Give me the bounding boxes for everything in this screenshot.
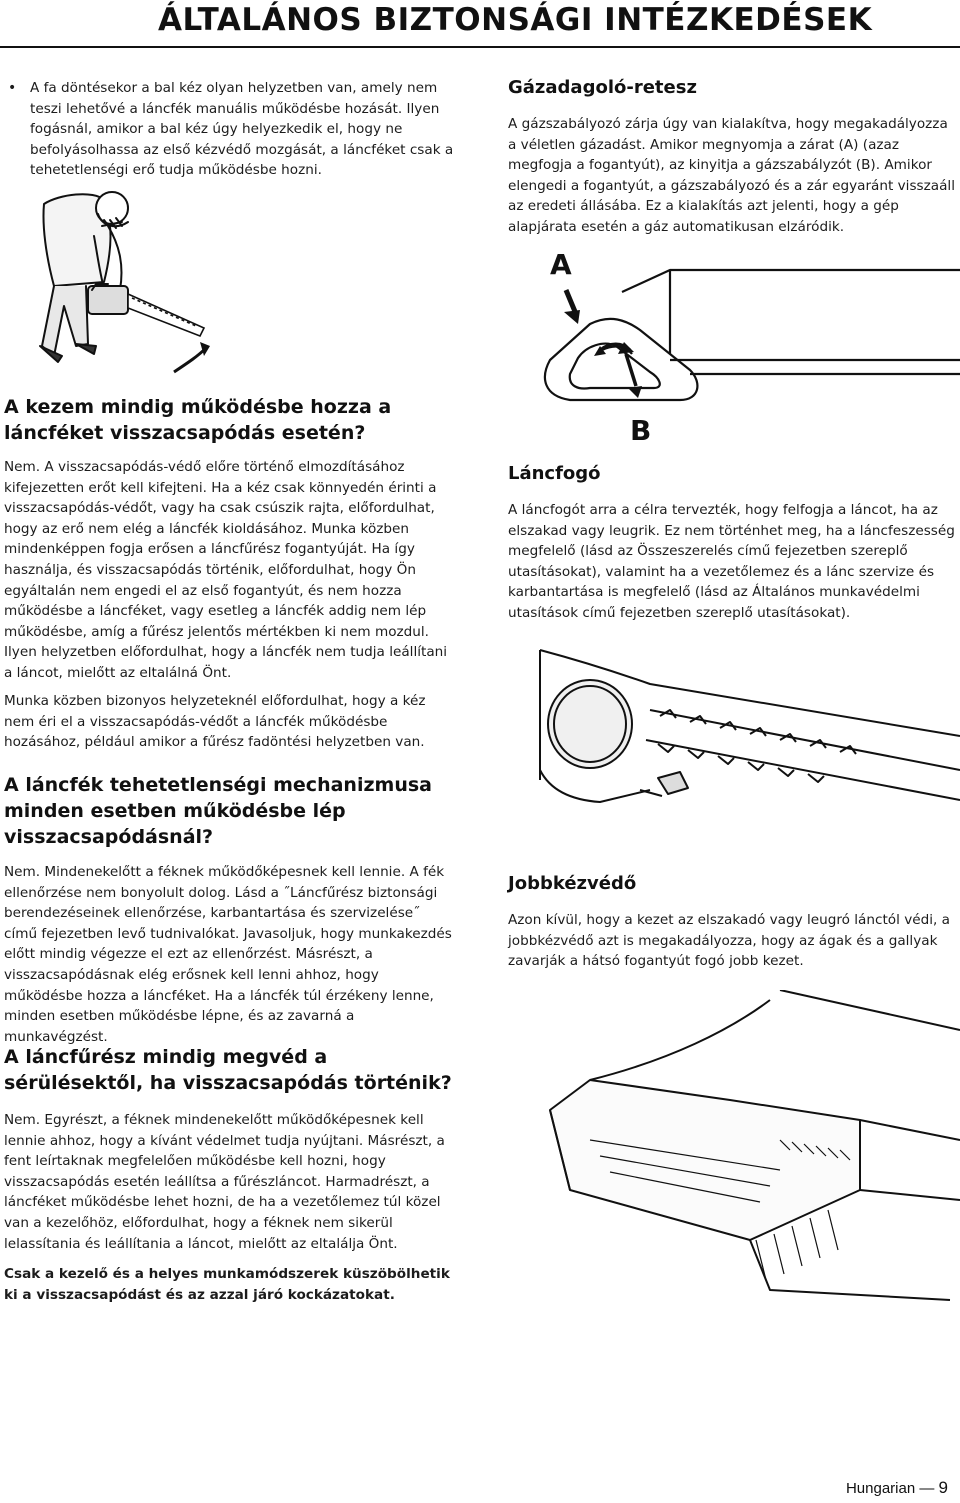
- heading-always-protects: A láncfűrész mindig megvéd a sérülésektől, ha visszacsapódás történik?: [4, 1046, 452, 1094]
- paragraph-operator-warning: Csak a kezelő és a helyes munkamódszerek küszöbölhetik ki a visszacsapódást és az azzal járó kockázatokat.: [4, 1266, 450, 1303]
- paragraph-right-hand-guard: Azon kívül, hogy a kezet az elszakadó vagy leugró lánctól védi, a jobbkézvédő azt is megakadályozza, hogy az ágak és a gallyak zavarják a hátsó fogantyút fogó jobb kezet.: [508, 912, 951, 970]
- bullet-text: A fa döntésekor a bal kéz olyan helyzetben van, amely nem teszi lehetővé a láncfék manuális működésbe hozását. Ilyen fogásnál, amikor a bal kéz úgy helyezkedik el, hogy ne befolyásolhassa az első kézvédő mozgását, a láncféket csak a tehetetlenségi erő tudja működésbe hozni.: [30, 80, 454, 179]
- heading-throttle-lockout: Gázadagoló-retesz: [508, 77, 697, 98]
- figure-label-b: B: [630, 414, 652, 447]
- page-footer: [846, 1478, 948, 1498]
- heading-right-hand-guard: Jobbkézvédő: [508, 873, 637, 894]
- operator-felling-illustration: [24, 186, 214, 376]
- figure-label-a: A: [550, 248, 572, 281]
- heading-inertia-mechanism: A láncfék tehetetlenségi mechanizmusa minden esetben működésbe lép visszacsapódásnál?: [4, 774, 432, 848]
- heading-hand-activates-brake: A kezem mindig működésbe hozza a láncféket visszacsapódás esetén?: [4, 396, 392, 444]
- page-number: 9: [938, 1478, 948, 1497]
- page-title: ÁLTALÁNOS BIZTONSÁGI INTÉZKEDÉSEK: [158, 2, 873, 38]
- paragraph-chain-catcher: A láncfogót arra a célra tervezték, hogy felfogja a láncot, ha az elszakad vagy leugrik. Ez nem történhet meg, ha a láncfeszesség megfelelő (lásd az Összeszerelés című fejezetben szereplő utasításokat), valamint ha a vezetőlemez és a lánc szervize és karbantartása is megfelelő (lásd az Általános munkavédelmi utasítások című fejezetben szereplő utasításokat).: [508, 502, 955, 621]
- paragraph-hand-activates-1: Nem. A visszacsapódás-védő előre történő elmozdításához kifejezetten erőt kell kifejteni. Ha a kéz csak könnyedén érinti a visszacsapódás-védőt, vagy ha csak csúszik rajta, előfordulhat, hogy az erő nem elég a láncfék kioldásához. Munka közben mindenképpen fogja erősen a láncfűrész fogantyúját. Ha így használja, és visszacsapódás történik, előfordulhat, hogy Ön egyáltalán nem engedi el az első fogantyút, és nem hozza működésbe a láncféket, vagy esetleg a láncfék addig nem lép működésbe, amíg a fűrész jelentős mértékben ki nem mozdul. Ilyen helyzetben előfordulhat, hogy a láncfék nem tudja leállítani a láncot, mielőtt az eltalálná Önt.: [4, 459, 448, 681]
- footer-language: Hungarian: [845, 1480, 916, 1497]
- throttle-lockout-illustration: [530, 250, 960, 425]
- paragraph-throttle-lockout: A gázszabályozó zárja úgy van kialakítva, hogy megakadályozza a véletlen gázadást. Amikor megnyomja a zárat (A) (azaz megfogja a fogantyút), az kinyitja a gázszabályzót (B). Amikor elengedi a fogantyút, a gázszabályozó és a zár egyaránt visszaáll az eredeti állásába. Ez a kialakítás azt jelenti, hogy a gép alapjárata esetén a gáz automatikusan elzáródik.: [508, 116, 955, 235]
- footer-dash: —: [919, 1480, 935, 1497]
- bullet-symbol: •: [8, 80, 17, 96]
- right-hand-guard-illustration: [530, 990, 960, 1320]
- title-rule: [0, 46, 960, 48]
- paragraph-inertia-mechanism: Nem. Mindenekelőtt a féknek működőképesnek kell lennie. A fék ellenőrzése nem bonyolult dolog. Lásd a ˝Láncfűrész biztonsági berendezéseinek ellenőrzése, karbantartása és szervizelése˝ című fejezetben levő tudnivalókat. Javasoljuk, hogy munkakezdés előtt mindig végezze el ezt az ellenőrzést. Másrészt, a visszacsapódásnak elég erősnek kell lenni ahhoz, hogy működésbe hozza a láncféket. Ha a láncfék túl érzékeny lenne, minden esetben működésbe lépne, és az zavarná a munkavégzést.: [4, 864, 452, 1045]
- paragraph-hand-activates-2: Munka közben bizonyos helyzeteknél előfordulhat, hogy a kéz nem éri el a visszacsapódás-védőt a láncfék működésbe hozásához, például amikor a fűrész fadöntési helyzetben van.: [4, 693, 426, 751]
- chain-catcher-illustration: [530, 640, 960, 860]
- heading-chain-catcher: Láncfogó: [508, 463, 601, 484]
- paragraph-always-protects: Nem. Egyrészt, a féknek mindenekelőtt működőképesnek kell lennie ahhoz, hogy a kívánt védelmet tudja nyújtani. Másrészt, a fent leírtaknak megfelelően működésbe kell hozni, hogy visszacsapódás esetén leállítsa a fűrészláncot. Harmadrészt, a láncféket működésbe lehet hozni, de ha a vezetőlemez túl közel van a kezelőhöz, előfordulhat, hogy a féknek nem sikerül lelassítania és leállítania a láncot, mielőtt az eltalálja Önt.: [4, 1112, 445, 1252]
